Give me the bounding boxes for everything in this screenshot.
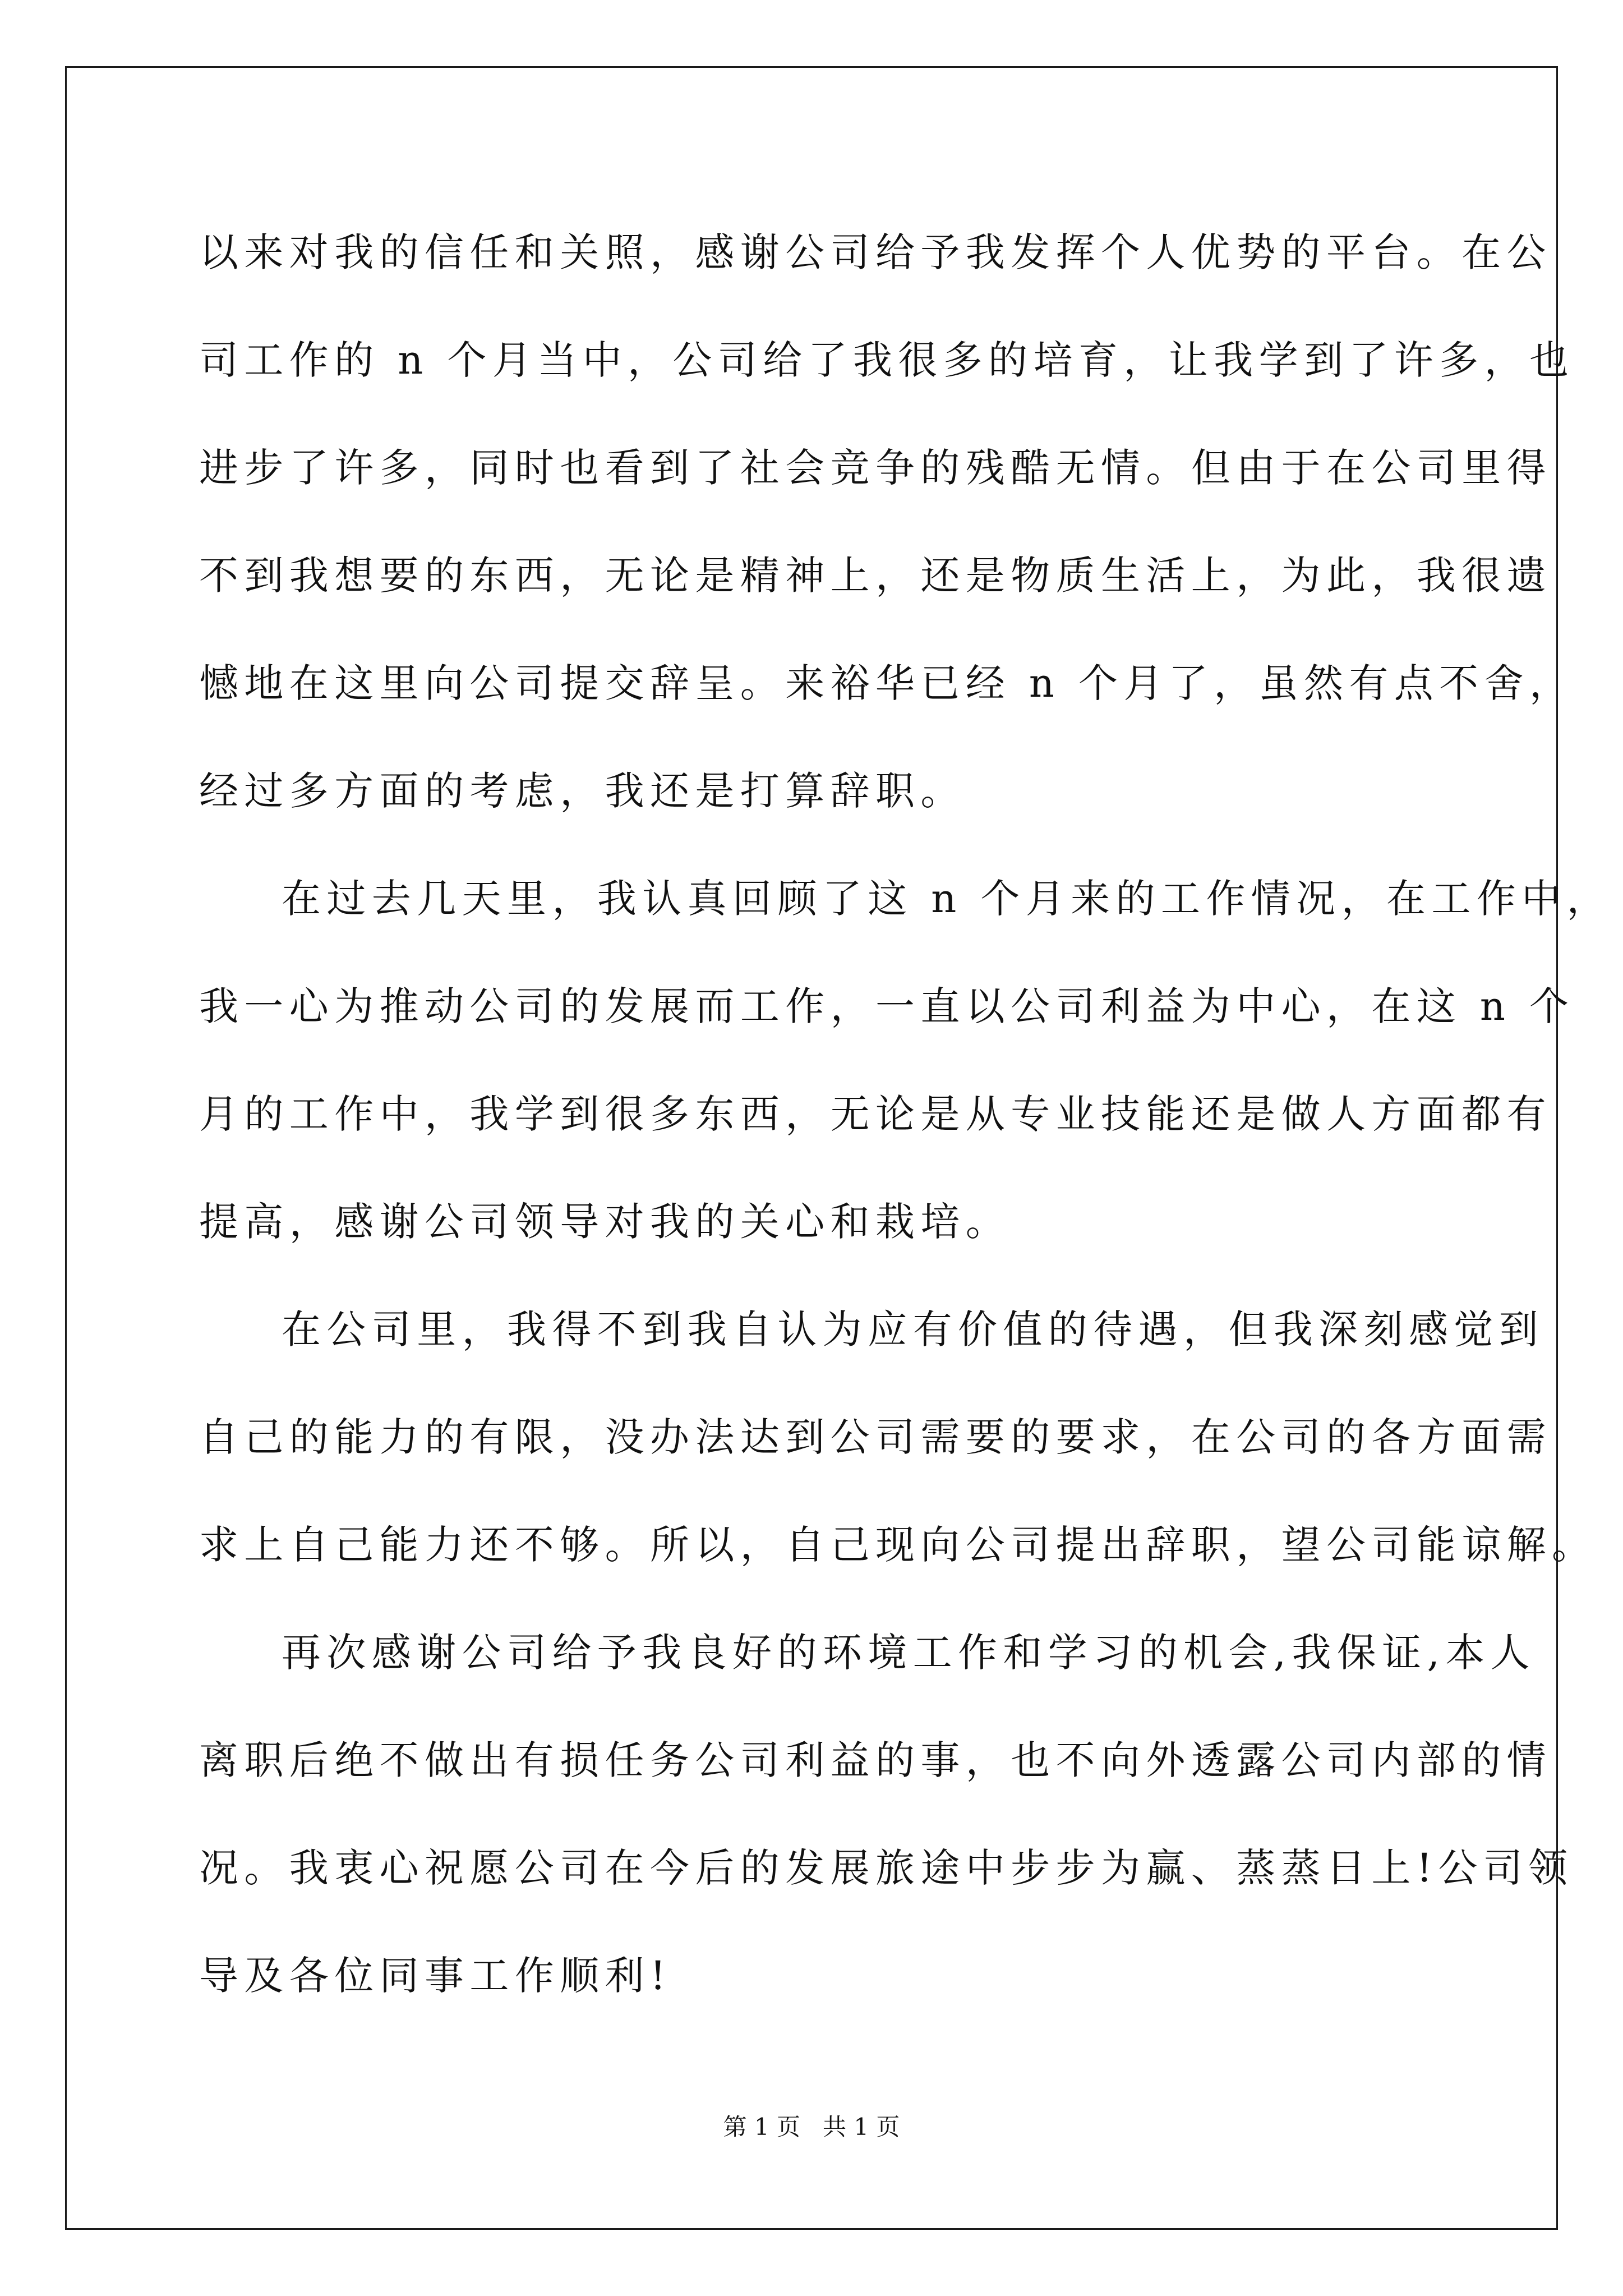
text-line: 导及各位同事工作顺利! (199, 1953, 672, 1999)
document-body (199, 213, 1612, 2044)
text-line: 再次感谢公司给予我良好的环境工作和学习的机会,我保证,本人 (282, 1630, 1536, 1676)
text-line: 月的工作中，我学到很多东西，无论是从专业技能还是做人方面都有 (199, 1091, 1552, 1137)
page-number: 第 1 页 (723, 2113, 800, 2141)
text-line: 以来对我的信任和关照，感谢公司给予我发挥个人优势的平台。在公 (199, 229, 1552, 275)
text-line: 提高，感谢公司领导对我的关心和栽培。 (199, 1199, 1011, 1245)
text-line: 况。我衷心祝愿公司在今后的发展旅途中步步为赢、蒸蒸日上!公司领 (199, 1845, 1574, 1891)
text-line: 进步了许多，同时也看到了社会竞争的残酷无情。但由于在公司里得 (199, 445, 1552, 491)
text-line: 经过多方面的考虑，我还是打算辞职。 (199, 768, 966, 814)
text-line: 不到我想要的东西，无论是精神上，还是物质生活上，为此，我很遗 (199, 553, 1552, 599)
page-total: 共 1 页 (823, 2113, 900, 2141)
text-line: 自己的能力的有限，没办法达到公司需要的要求，在公司的各方面需 (199, 1414, 1552, 1460)
page-footer (0, 2110, 1623, 2144)
text-line: 憾地在这里向公司提交辞呈。来裕华已经 n 个月了，虽然有点不舍， (199, 660, 1575, 706)
text-line: 求上自己能力还不够。所以，自己现向公司提出辞职，望公司能谅解。 (199, 1522, 1597, 1568)
text-line: 在过去几天里，我认真回顾了这 n 个月来的工作情况，在工作中， (282, 876, 1612, 922)
text-line: 离职后绝不做出有损任务公司利益的事，也不向外透露公司内部的情 (199, 1737, 1552, 1783)
text-line: 在公司里，我得不到我自认为应有价值的待遇，但我深刻感觉到 (282, 1306, 1544, 1352)
text-line: 司工作的 n 个月当中，公司给了我很多的培育，让我学到了许多，也 (199, 337, 1575, 383)
text-line: 我一心为推动公司的发展而工作，一直以公司利益为中心，在这 n 个 (199, 983, 1575, 1029)
